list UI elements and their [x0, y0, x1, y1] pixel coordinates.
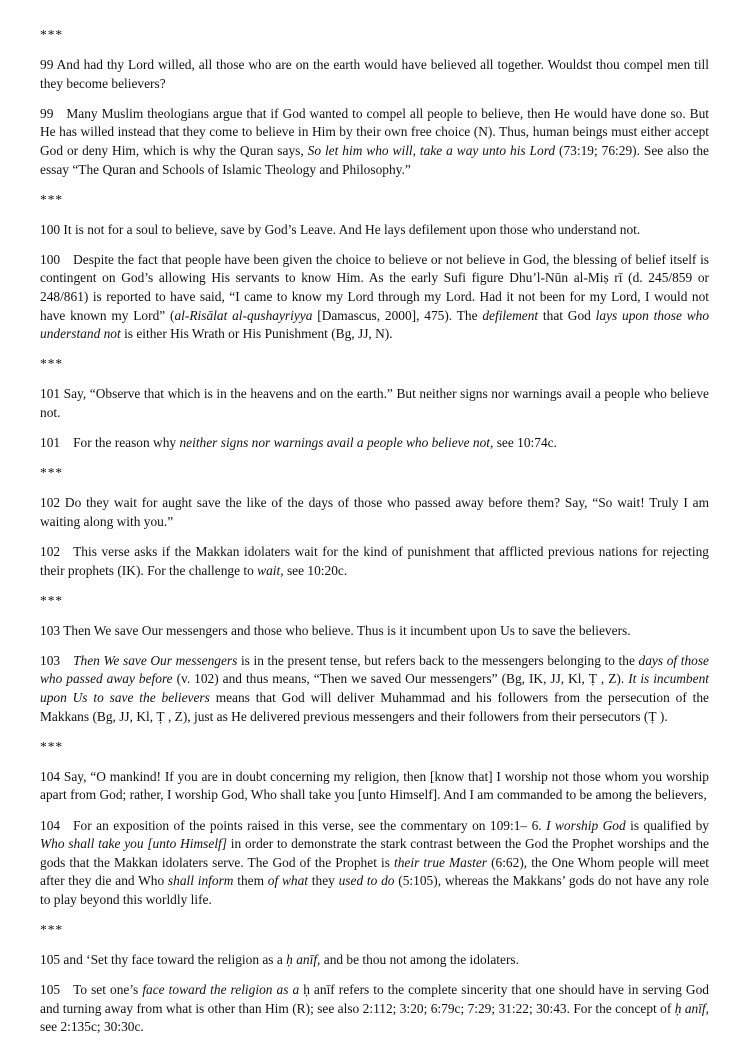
- text-run: ḥ anīf refers to the complete sincerity that one should have in serving God and turning away from what is other than Him (R); see also 2:112; 3:20; 6:79c; 7:29; 31:22; 30:43. For the concept of: [40, 982, 709, 1016]
- italic-text-run: ḥ anīf,: [286, 952, 324, 968]
- italic-text-run: shall inform: [167, 873, 238, 889]
- verse-paragraph: [40, 622, 709, 641]
- commentary-paragraph: [40, 652, 709, 726]
- text-run: For an exposition of the points raised in this verse, see the commentary on 109:1– 6.: [73, 817, 547, 833]
- italic-text-run: So let him who will, take a way unto his Lord: [307, 142, 560, 158]
- text-run: (5:105), whereas the Makkans’ gods do not have any role to play beyond this worldly life.: [40, 873, 709, 907]
- text-run: 100 It is not for a soul to believe, save by God’s Leave. And He lays defilement upon those who understand not.: [40, 221, 641, 237]
- text-run: 99 And had thy Lord willed, all those who are on the earth would have believed all together. Wouldst thou compel men till they become believers?: [40, 57, 709, 91]
- commentary-verse-number: 102: [40, 543, 61, 559]
- commentary-verse-number: 105: [40, 982, 61, 998]
- italic-text-run: It is incumbent upon Us to save the believers: [40, 671, 709, 706]
- text-run: 101 Say, “Observe that which is in the heavens and on the earth.” But neither signs nor warnings avail a people who believe not.: [40, 386, 709, 420]
- verse-paragraph: [40, 385, 709, 422]
- section-separator: ***: [40, 921, 64, 937]
- text-run: them: [237, 873, 268, 889]
- text-run: is in the present tense, but refers back to the messengers belonging to the: [240, 652, 639, 668]
- section-separator: ***: [40, 738, 64, 754]
- text-run: see 10:20c.: [286, 562, 348, 578]
- commentary-paragraph: [40, 817, 709, 910]
- verse-paragraph: [40, 221, 709, 240]
- commentary-paragraph: [40, 543, 709, 580]
- text-run: see 2:135c; 30:30c.: [40, 1019, 144, 1035]
- text-run: is either His Wrath or His Punishment (Bg, JJ, N).: [124, 326, 393, 342]
- text-run: 102 Do they wait for aught save the like of the days of those who passed away before them? Say, “So wait! Truly I am waiting along with you.”: [40, 495, 709, 529]
- commentary-verse-number: 99: [40, 105, 54, 121]
- italic-text-run: defilement: [482, 307, 543, 323]
- commentary-paragraph: [40, 434, 709, 453]
- section-separator: ***: [40, 465, 64, 481]
- text-run: [Damascus, 2000], 475). The: [317, 307, 483, 323]
- commentary-paragraph: [40, 105, 709, 179]
- verse-paragraph: [40, 951, 709, 970]
- text-run: 105 and ‘Set thy face toward the religion as a: [40, 952, 287, 968]
- commentary-verse-number: 103: [40, 652, 61, 668]
- italic-text-run: ḥ anīf,: [674, 1000, 709, 1016]
- text-run: and be thou not among the idolaters.: [323, 952, 519, 968]
- commentary-verse-number: 104: [40, 817, 61, 833]
- italic-text-run: al-Risālat al-qushayriyya: [174, 307, 318, 323]
- italic-text-run: their true Master: [394, 854, 492, 870]
- text-run: in order to demonstrate the stark contrast between the God the Prophet worships and the gods that the Makkan idolaters serve. The God of the Prophet is: [40, 836, 709, 870]
- text-run: they: [311, 873, 339, 889]
- text-run: (6:62), the One Whom people will meet after they die and Who: [40, 854, 710, 889]
- text-run: 104 Say, “O mankind! If you are in doubt concerning my religion, then [know that] I worship not those whom you worship apart from God; rather, I worship God, Who shall take you [unto Himself]. And I am commanded to be among the believers,: [40, 768, 709, 803]
- italic-text-run: wait,: [257, 562, 287, 578]
- section-separator: ***: [40, 356, 64, 372]
- verse-paragraph: [40, 768, 709, 805]
- commentary-verse-number: 101: [40, 435, 61, 451]
- text-run: Despite the fact that people have been given the choice to believe or not believe in God, the blessing of belief itself is contingent on God’s allowing His servants to know Him. As the early Sufi figure Dhu’l-Nūn al-Miṣ rī (d. 245/859 or 248/861) is reported to have said, “I came to know my Lord through my Lord. Had it not been for my Lord, I would not have known my Lord” (: [40, 251, 709, 323]
- italic-text-run: of what: [267, 873, 312, 889]
- italic-text-run: Then We save Our messengers: [73, 652, 241, 668]
- text-run: (v. 102) and thus means, “Then we saved Our messengers” (Bg, IK, JJ, Kl, Ṭ , Z).: [176, 671, 629, 687]
- commentary-paragraph: [40, 981, 709, 1037]
- commentary-paragraph: [40, 251, 709, 344]
- italic-text-run: I worship God: [546, 817, 631, 833]
- text-run: This verse asks if the Makkan idolaters wait for the kind of punishment that afflicted previous nations for rejecting their prophets (IK). For the challenge to: [40, 543, 709, 578]
- italic-text-run: lays upon those who understand not: [40, 307, 710, 342]
- italic-text-run: neither signs nor warnings avail a people who believe not,: [179, 435, 497, 451]
- text-run: see 10:74c.: [496, 435, 557, 451]
- text-run: For the reason why: [73, 435, 180, 451]
- commentary-verse-number: 100: [40, 251, 61, 267]
- text-run: 103 Then We save Our messengers and those who believe. Thus is it incumbent upon Us to save the believers.: [40, 622, 631, 638]
- italic-text-run: used to do: [338, 873, 399, 889]
- italic-text-run: Who shall take you [unto Himself]: [40, 836, 231, 852]
- text-column: [40, 26, 709, 1037]
- section-separator: ***: [40, 592, 64, 608]
- verse-paragraph: [40, 56, 709, 93]
- text-run: means that God will deliver Muhammad and his followers from the persecution of the Makkans (Bg, JJ, Kl, Ṭ , Z), just as He delivered previous messengers and their followers from their persecutors (Ṭ ).: [40, 690, 709, 724]
- text-run: that God: [542, 307, 596, 323]
- italic-text-run: days of those who passed away before: [40, 652, 709, 687]
- section-separator: ***: [40, 27, 64, 42]
- verse-paragraph: [40, 494, 709, 531]
- text-run: (73:19; 76:29). See also the essay “The Quran and Schools of Islamic Theology and Philosophy.”: [40, 142, 709, 177]
- text-run: To set one’s: [73, 982, 143, 998]
- text-run: is qualified by: [630, 817, 709, 833]
- section-separator: ***: [40, 191, 64, 207]
- italic-text-run: face toward the religion as a: [142, 982, 304, 998]
- text-run: Many Muslim theologians argue that if God wanted to compel all people to believe, then He would have done so. But He has willed instead that they come to believe in Him by their own free choice (N). Thus, human beings must either accept God or deny Him, which is why the Quran says,: [40, 105, 709, 158]
